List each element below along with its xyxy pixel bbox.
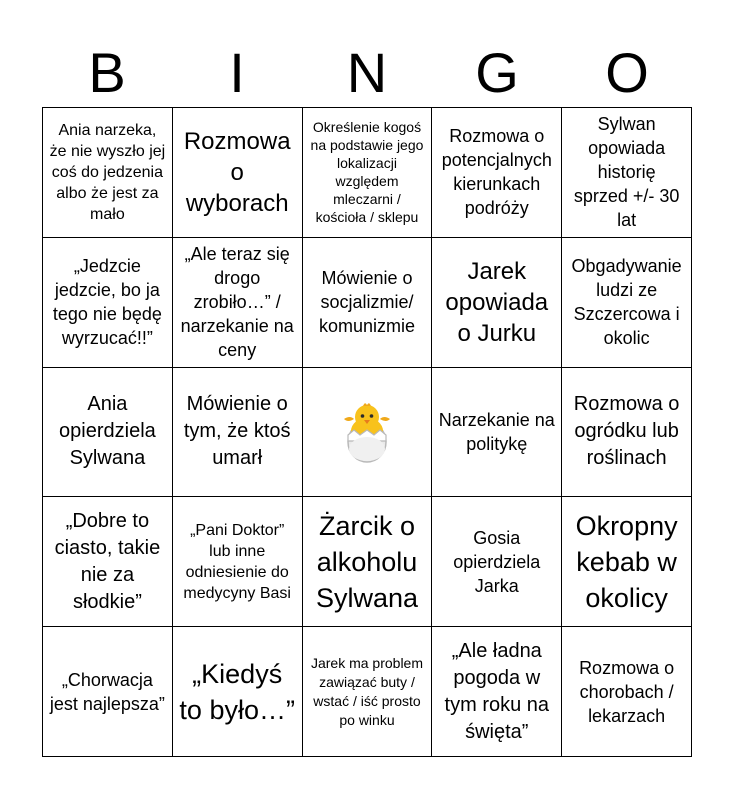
hatching-chick-icon bbox=[334, 397, 400, 467]
cell-text: „Ale ładna pogoda w tym roku na święta” bbox=[444, 639, 550, 743]
cell-text: Określenie kogoś na podstawie jego lokalizacji względem mleczarni / kościoła / sklepu bbox=[310, 119, 424, 226]
bingo-cell[interactable] bbox=[432, 368, 562, 498]
bingo-header bbox=[42, 40, 692, 106]
bingo-cell[interactable] bbox=[173, 238, 303, 368]
cell-text: Sylwan opowiada historię sprzed +/- 30 lat bbox=[573, 114, 680, 231]
free-space-cell[interactable] bbox=[303, 368, 433, 498]
header-letter-o: O bbox=[605, 41, 649, 104]
bingo-cell[interactable] bbox=[43, 368, 173, 498]
cell-text: Jarek ma problem zawiązać buty / wstać / iść prosto po winku bbox=[310, 654, 424, 728]
cell-text: Żarcik o alkoholu Sylwana bbox=[315, 510, 419, 613]
bingo-cell[interactable] bbox=[43, 238, 173, 368]
bingo-cell[interactable] bbox=[432, 108, 562, 238]
bingo-cell[interactable] bbox=[43, 627, 173, 757]
bingo-cell[interactable] bbox=[562, 497, 692, 627]
header-letter-n: N bbox=[346, 41, 388, 104]
cell-text: Ania opierdziela Sylwana bbox=[59, 393, 156, 470]
bingo-cell[interactable] bbox=[303, 108, 433, 238]
bingo-cell[interactable] bbox=[562, 238, 692, 368]
cell-text: „Dobre to ciasto, takie nie za słodkie” bbox=[54, 509, 161, 613]
cell-text: Rozmowa o wyborach bbox=[183, 127, 291, 217]
bingo-cell[interactable] bbox=[173, 368, 303, 498]
bingo-cell[interactable] bbox=[562, 108, 692, 238]
header-letter-b: B bbox=[88, 41, 126, 104]
cell-text: Gosia opierdziela Jarka bbox=[453, 527, 541, 596]
bingo-cell[interactable] bbox=[303, 627, 433, 757]
cell-text: Mówienie o socjalizmie/ komunizmie bbox=[318, 268, 415, 337]
bingo-cell[interactable] bbox=[303, 497, 433, 627]
cell-text: Rozmowa o ogródku lub roślinach bbox=[573, 393, 680, 470]
bingo-cell[interactable] bbox=[432, 497, 562, 627]
cell-text: Ania narzeka, że nie wyszło jej coś do jedzenia albo że jest za mało bbox=[49, 121, 166, 223]
cell-text: „Ale teraz się drogo zrobiło…” / narzekanie na ceny bbox=[180, 244, 294, 361]
cell-text: „Jedzcie jedzcie, bo ja tego nie będę wyrzucać!!” bbox=[52, 256, 162, 349]
cell-text: Okropny kebab w okolicy bbox=[575, 510, 678, 613]
bingo-grid bbox=[42, 107, 692, 757]
bingo-cell[interactable] bbox=[173, 108, 303, 238]
bingo-cell[interactable] bbox=[173, 627, 303, 757]
bingo-cell[interactable] bbox=[432, 238, 562, 368]
bingo-cell[interactable] bbox=[303, 238, 433, 368]
cell-text: Narzekanie na politykę bbox=[438, 409, 555, 454]
bingo-cell[interactable] bbox=[562, 627, 692, 757]
header-letter-g: G bbox=[475, 41, 519, 104]
cell-text: Mówienie o tym, że ktoś umarł bbox=[183, 393, 291, 470]
bingo-cell[interactable] bbox=[43, 108, 173, 238]
header-letter-i: I bbox=[229, 41, 245, 104]
cell-text: Rozmowa o chorobach / lekarzach bbox=[579, 657, 675, 726]
cell-text: Jarek opowiada o Jurku bbox=[445, 257, 549, 347]
bingo-cell[interactable] bbox=[43, 497, 173, 627]
bingo-cell[interactable] bbox=[173, 497, 303, 627]
cell-text: „Chorwacja jest najlepsza” bbox=[49, 669, 165, 714]
cell-text: Rozmowa o potencjalnych kierunkach podróży bbox=[441, 126, 552, 219]
bingo-cell[interactable] bbox=[562, 368, 692, 498]
bingo-cell[interactable] bbox=[432, 627, 562, 757]
cell-text: Obgadywanie ludzi ze Szczercowa i okolic bbox=[571, 256, 682, 349]
cell-text: „Kiedyś to było…” bbox=[179, 658, 295, 725]
cell-text: „Pani Doktor” lub inne odniesienie do medycyny Basi bbox=[183, 521, 291, 602]
